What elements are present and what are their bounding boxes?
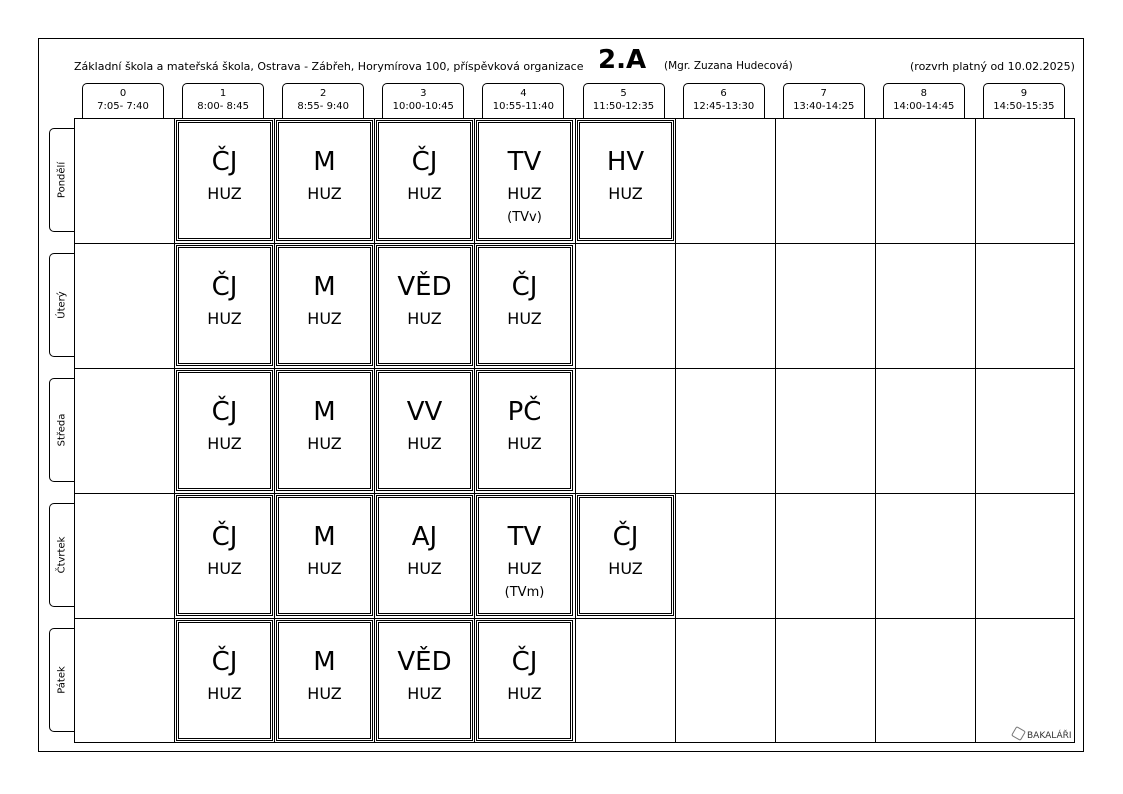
class-teacher: (Mgr. Zuzana Hudecová) — [664, 60, 793, 72]
lesson-teacher: HUZ — [207, 684, 242, 703]
lesson-subject: TV — [507, 147, 542, 177]
grid-column-line — [374, 118, 375, 743]
lesson-subject: M — [313, 397, 336, 427]
lesson-teacher: HUZ — [307, 684, 342, 703]
day-tab-2 — [49, 378, 74, 482]
lesson-subject: ČJ — [211, 397, 238, 427]
lesson-cell — [276, 245, 373, 366]
lesson-cell — [376, 620, 473, 741]
grid-row-line — [74, 493, 1075, 494]
lesson-subject: ČJ — [511, 647, 538, 677]
lesson-cell — [176, 620, 273, 741]
lesson-cell — [176, 120, 273, 241]
lesson-subject: VV — [406, 397, 443, 427]
lesson-teacher: HUZ — [207, 184, 242, 203]
period-time: 10:55-11:40 — [492, 101, 555, 112]
day-tab-0 — [49, 128, 74, 232]
lesson-teacher: HUZ — [307, 559, 342, 578]
lesson-teacher: HUZ — [207, 559, 242, 578]
period-header-5 — [583, 83, 665, 118]
period-number: 2 — [320, 88, 327, 99]
period-header-0 — [82, 83, 164, 118]
grid-row-line — [74, 618, 1075, 619]
day-label: Středa — [56, 413, 68, 447]
day-tab-3 — [49, 503, 74, 607]
lesson-subject: M — [313, 272, 336, 302]
lesson-teacher: HUZ — [507, 184, 542, 203]
day-label: Pondělí — [56, 161, 68, 199]
period-header-4 — [482, 83, 564, 118]
lesson-teacher: HUZ — [608, 559, 643, 578]
period-number: 5 — [620, 88, 627, 99]
lesson-teacher: HUZ — [507, 559, 542, 578]
period-time: 10:00-10:45 — [392, 101, 454, 112]
period-number: 7 — [820, 88, 827, 99]
period-time: 12:45-13:30 — [692, 101, 755, 112]
day-label: Čtvrtek — [56, 536, 68, 574]
lesson-cell — [276, 120, 373, 241]
lesson-cell — [276, 620, 373, 741]
lesson-cell — [276, 370, 373, 491]
lesson-teacher: HUZ — [507, 684, 542, 703]
lesson-cell — [476, 245, 573, 366]
period-number: 3 — [420, 88, 427, 99]
lesson-teacher: HUZ — [407, 559, 442, 578]
grid-column-line — [675, 118, 676, 743]
grid-column-line — [975, 118, 976, 743]
lesson-cell — [176, 245, 273, 366]
lesson-teacher: HUZ — [407, 434, 442, 453]
period-time: 8:00- 8:45 — [197, 101, 249, 112]
period-number: 0 — [119, 88, 127, 99]
grid-column-line — [875, 118, 876, 743]
period-time: 7:05- 7:40 — [97, 101, 149, 112]
period-time: 14:00-14:45 — [893, 101, 955, 112]
day-tab-1 — [49, 253, 74, 357]
period-time: 8:55- 9:40 — [297, 101, 350, 112]
period-time: 13:40-14:25 — [793, 101, 855, 112]
lesson-teacher: HUZ — [608, 184, 643, 203]
lesson-teacher: HUZ — [507, 434, 542, 453]
lesson-subject: TV — [507, 522, 542, 552]
valid-from: (rozvrh platný od 10.02.2025) — [910, 60, 1075, 73]
lesson-group: (TVm) — [504, 585, 545, 600]
period-time: 11:50-12:35 — [592, 101, 655, 112]
lesson-subject: ČJ — [411, 147, 438, 177]
grid-column-line — [575, 118, 576, 743]
lesson-subject: ČJ — [211, 147, 238, 177]
lesson-cell — [577, 120, 674, 241]
lesson-cell — [176, 495, 273, 616]
lesson-subject: M — [313, 522, 336, 552]
lesson-cell — [476, 495, 573, 616]
period-number: 4 — [520, 88, 527, 99]
day-label: Úterý — [56, 291, 68, 319]
period-header-9 — [983, 83, 1065, 118]
day-tab-4 — [49, 628, 74, 732]
lesson-subject: ČJ — [211, 272, 238, 302]
lesson-cell — [376, 120, 473, 241]
lesson-cell — [476, 620, 573, 741]
lesson-cell — [176, 370, 273, 491]
period-number: 6 — [720, 88, 727, 99]
lesson-cell — [376, 495, 473, 616]
lesson-subject: ČJ — [511, 272, 538, 302]
lesson-teacher: HUZ — [407, 184, 442, 203]
grid-column-line — [174, 118, 175, 743]
bakalari-logo-icon — [1011, 726, 1026, 741]
bakalari-logo — [1013, 728, 1072, 741]
grid-column-line — [274, 118, 275, 743]
lesson-cell — [476, 120, 573, 241]
period-header-7 — [783, 83, 865, 118]
period-number: 8 — [920, 88, 927, 99]
lesson-teacher: HUZ — [307, 434, 342, 453]
lesson-teacher: HUZ — [307, 309, 342, 328]
lesson-cell — [476, 370, 573, 491]
school-name: Základní škola a mateřská škola, Ostrava - Zábřeh, Horymírova 100, příspěvková organizace — [74, 60, 584, 73]
lesson-subject: ČJ — [211, 522, 238, 552]
lesson-cell — [376, 245, 473, 366]
lesson-teacher: HUZ — [207, 309, 242, 328]
period-header-3 — [382, 83, 464, 118]
period-number: 1 — [219, 88, 227, 99]
lesson-subject: M — [313, 647, 336, 677]
grid-row-line — [74, 368, 1075, 369]
period-header-1 — [182, 83, 264, 118]
lesson-teacher: HUZ — [407, 309, 442, 328]
lesson-cell — [577, 495, 674, 616]
lesson-teacher: HUZ — [307, 184, 342, 203]
lesson-group: (TVv) — [507, 210, 542, 225]
lesson-subject: VĚD — [397, 647, 452, 677]
lesson-subject: HV — [606, 147, 645, 177]
lesson-cell — [276, 495, 373, 616]
lesson-cell — [376, 370, 473, 491]
period-header-6 — [683, 83, 765, 118]
lesson-teacher: HUZ — [207, 434, 242, 453]
lesson-subject: ČJ — [211, 647, 238, 677]
lesson-subject: M — [313, 147, 336, 177]
bakalari-logo-text: BAKALÁŘI — [1027, 731, 1072, 741]
lesson-subject: ČJ — [612, 522, 639, 552]
lesson-subject: VĚD — [397, 272, 452, 302]
period-header-2 — [282, 83, 364, 118]
grid-column-line — [474, 118, 475, 743]
lesson-teacher: HUZ — [507, 309, 542, 328]
period-time: 14:50-15:35 — [993, 101, 1055, 112]
lesson-subject: AJ — [411, 522, 438, 552]
lesson-subject: PČ — [507, 397, 542, 427]
period-number: 9 — [1020, 88, 1028, 99]
lesson-teacher: HUZ — [407, 684, 442, 703]
grid-column-line — [775, 118, 776, 743]
class-name: 2.A — [598, 45, 647, 75]
day-label: Pátek — [56, 666, 68, 694]
grid-row-line — [74, 243, 1075, 244]
period-header-8 — [883, 83, 965, 118]
